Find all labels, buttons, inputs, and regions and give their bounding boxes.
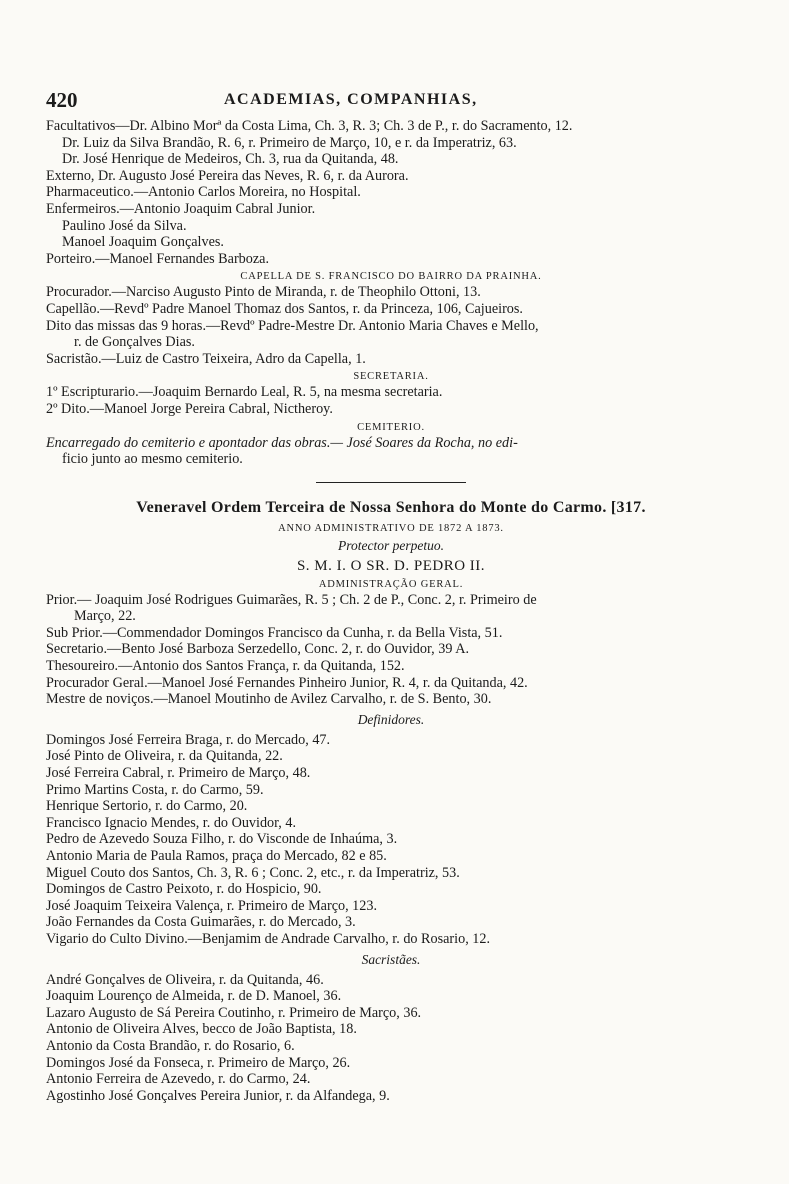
protector-name: S. M. I. O SR. D. PEDRO II. [296,557,486,574]
section-divider [316,482,466,483]
entry-line: Dito das missas das 9 horas.—Revdº Padre-Mestre Dr. Antonio Maria Chaves e Mello, [46,317,539,334]
entry-line: Externo, Dr. Augusto José Pereira das Neves, R. 6, r. da Aurora. [46,167,409,184]
facultativos-section [46,118,736,267]
entry-line: José Joaquim Teixeira Valença, r. Primeiro de Março, 123. [46,897,378,914]
entry-line: Paulino José da Silva. [62,217,187,234]
page-header [46,88,736,118]
entry-line: Antonio Maria de Paula Ramos, praça do Mercado, 82 e 85. [46,848,387,864]
entry-line: Capellão.—Revdº Padre Manoel Thomaz dos Santos, r. da Princeza, 106, Cajueiros. [46,300,523,317]
entry-line: Mestre de noviços.—Manoel Moutinho de Avilez Carvalho, r. de S. Bento, 30. [46,691,492,708]
order-title: Veneravel Ordem Terceira de Nossa Senhora do Monte do Carmo. [317. [136,498,646,516]
entry-line: Antonio de Oliveira Alves, becco de João Baptista, 18. [46,1021,357,1038]
section-heading: ADMINISTRAÇÃO GERAL. [318,578,464,590]
definidores-section [46,732,736,948]
entry-line: Sub Prior.—Commendador Domingos Francisco da Cunha, r. da Bella Vista, 51. [46,624,503,641]
entry-line: Vigario do Culto Divino.—Benjamim de Andrade Carvalho, r. do Rosario, 12. [46,930,491,947]
entry-line: Secretario.—Bento José Barboza Serzedello, Conc. 2, r. do Ouvidor, 39 A. [46,641,469,658]
section-heading: SECRETARIA. [353,371,429,383]
section-heading: CEMITERIO. [357,421,425,433]
entry-line: Domingos José da Fonseca, r. Primeiro de Março, 26. [46,1054,351,1071]
entry-line: ficio junto ao mesmo cemiterio. [62,451,243,468]
entry-line: Dr. Luiz da Silva Brandão, R. 6, r. Primeiro de Março, 10, e r. da Imperatriz, 63. [62,134,517,151]
protector-label: Protector perpetuo. [338,537,444,553]
entry-line: Antonio Ferreira de Azevedo, r. do Carmo, 24. [46,1071,311,1088]
secretaria-section [46,384,736,417]
anno-heading: ANNO ADMINISTRATIVO DE 1872 A 1873. [278,522,504,534]
entry-line: Encarregado do cemiterio e apontador das obras.— José Soares da Rocha, no edi- [46,434,518,451]
entry-line: Porteiro.—Manoel Fernandes Barboza. [46,250,269,267]
entry-line: João Fernandes da Costa Guimarães, r. do Mercado, 3. [46,914,356,931]
entry-line: Enfermeiros.—Antonio Joaquim Cabral Junior. [46,200,316,217]
entry-line: Antonio da Costa Brandão, r. do Rosario, 6. [46,1037,295,1054]
entry-line: Facultativos—Dr. Albino Morª da Costa Lima, Ch. 3, R. 3; Ch. 3 de P., r. do Sacramento, 12. [46,118,573,134]
capella-section [46,284,736,367]
sacristaes-section [46,972,736,1105]
entry-line: Domingos de Castro Peixoto, r. do Hospicio, 90. [46,881,322,898]
running-title: ACADEMIAS, COMPANHIAS, [224,91,478,108]
entry-line: Dr. José Henrique de Medeiros, Ch. 3, rua da Quitanda, 48. [62,151,399,168]
entry-line: Procurador.—Narciso Augusto Pinto de Miranda, r. de Theophilo Ottoni, 13. [46,284,481,301]
entry-line: Henrique Sertorio, r. do Carmo, 20. [46,798,248,815]
entry-line: Procurador Geral.—Manoel José Fernandes Pinheiro Junior, R. 4, r. da Quitanda, 42. [46,674,528,691]
entry-line: Agostinho José Gonçalves Pereira Junior, r. da Alfandega, 9. [46,1087,390,1104]
entry-line: Francisco Ignacio Mendes, r. do Ouvidor, 4. [46,814,297,831]
entry-line: Manoel Joaquim Gonçalves. [62,234,224,251]
entry-line: Março, 22. [74,608,136,625]
section-heading: Sacristães. [361,951,421,967]
entry-line: Joaquim Lourenço de Almeida, r. de D. Manoel, 36. [46,988,342,1005]
page-number: 420 [46,88,78,112]
entry-line: Domingos José Ferreira Braga, r. do Mercado, 47. [46,731,331,748]
entry-line: Miguel Couto dos Santos, Ch. 3, R. 6 ; Conc. 2, etc., r. da Imperatriz, 53. [46,864,460,881]
entry-line: 2º Dito.—Manoel Jorge Pereira Cabral, Nictheroy. [46,400,333,417]
entry-line: José Pinto de Oliveira, r. da Quitanda, 22. [46,748,283,765]
cemiterio-section [46,435,736,468]
admin-section [46,592,736,708]
entry-line: Lazaro Augusto de Sá Pereira Coutinho, r. Primeiro de Março, 36. [46,1004,422,1021]
entry-line: Prior.— Joaquim José Rodrigues Guimarães, R. 5 ; Ch. 2 de P., Conc. 2, r. Primeiro de [46,591,537,608]
entry-line: José Ferreira Cabral, r. Primeiro de Março, 48. [46,765,311,782]
entry-line: Sacristão.—Luiz de Castro Teixeira, Adro da Capella, 1. [46,350,366,367]
entry-line: Thesoureiro.—Antonio dos Santos França, r. da Quitanda, 152. [46,658,405,675]
entry-line: r. de Gonçalves Dias. [74,334,195,351]
entry-line: Pharmaceutico.—Antonio Carlos Moreira, no Hospital. [46,184,361,201]
section-heading: Definidores. [357,711,425,727]
entry-line: Pedro de Azevedo Souza Filho, r. do Visconde de Inhaúma, 3. [46,831,398,848]
entry-line: André Gonçalves de Oliveira, r. da Quitanda, 46. [46,971,324,988]
page [46,88,736,1104]
section-heading: CAPELLA DE S. FRANCISCO DO BAIRRO DA PRAINHA. [240,271,542,283]
entry-line: 1º Escripturario.—Joaquim Bernardo Leal, R. 5, na mesma secretaria. [46,384,443,401]
entry-line: Primo Martins Costa, r. do Carmo, 59. [46,781,264,798]
